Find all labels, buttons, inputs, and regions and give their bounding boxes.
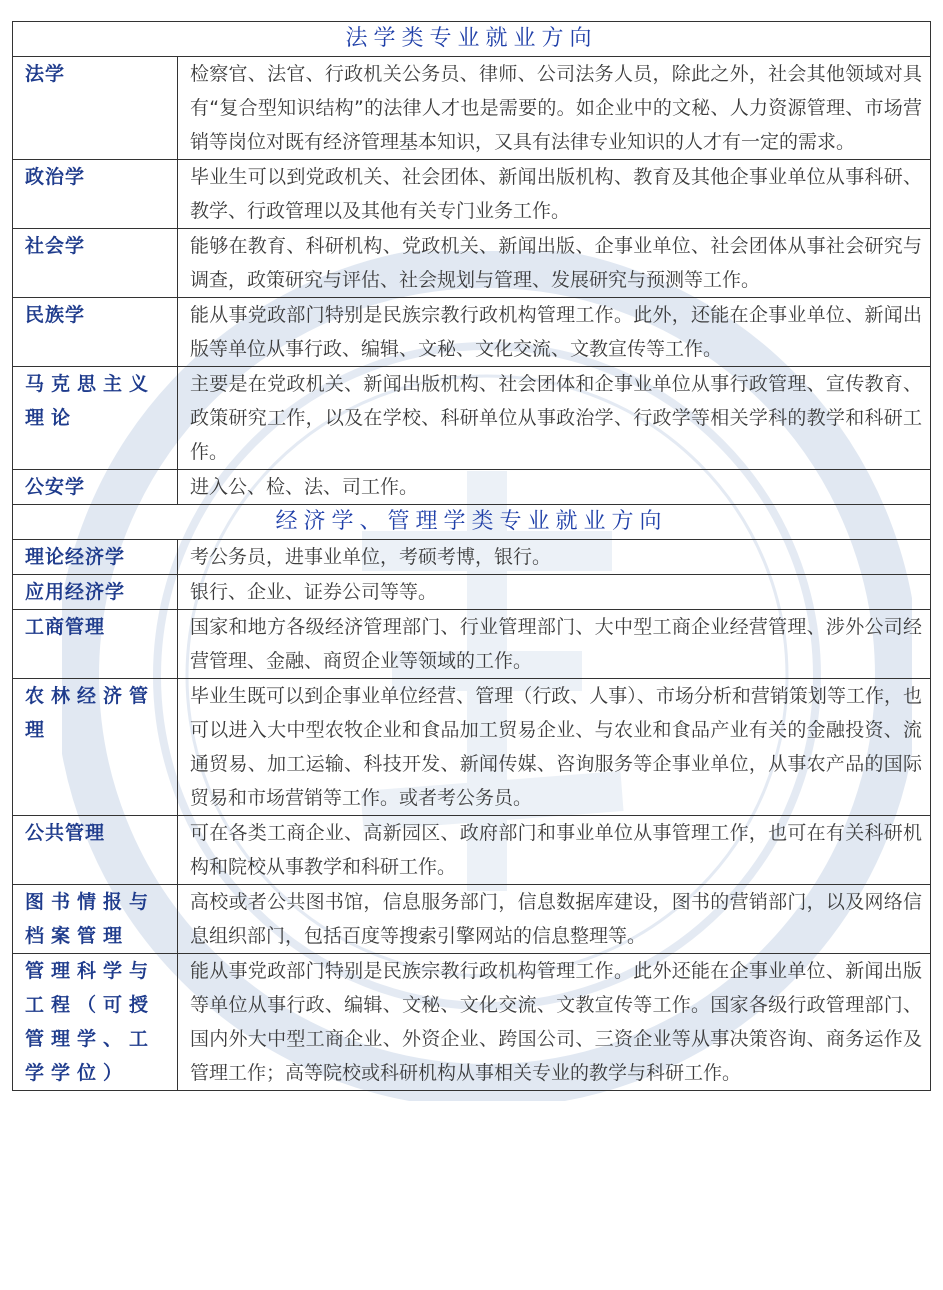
career-description: 检察官、法官、行政机关公务员、律师、公司法务人员，除此之外，社会其他领域对具有“复合型知识结构”的法律人才也是需要的。如企业中的文秘、人力资源管理、市场营销等岗位对既有经济管理基本知识，又具有法律专业知识的人才有一定的需求。 <box>178 57 931 160</box>
career-description: 毕业生既可以到企事业单位经营、管理（行政、人事）、市场分析和营销策划等工作，也可以进入大中型农牧企业和食品加工贸易企业、与农业和食品产业有关的金融投资、流通贸易、加工运输、科技开发、新闻传媒、咨询服务等企事业单位，从事农产品的国际贸易和市场营销等工作。或者考公务员。 <box>178 679 931 816</box>
major-name: 农林经济管理 <box>13 679 178 816</box>
page <box>12 21 930 1091</box>
section-header-row <box>13 22 931 57</box>
major-name: 图书情报与档案管理 <box>13 885 178 954</box>
table-row <box>13 57 931 160</box>
major-name: 法学 <box>13 57 178 160</box>
table-row <box>13 575 931 610</box>
table-row <box>13 540 931 575</box>
table-row <box>13 367 931 470</box>
table-row <box>13 885 931 954</box>
career-description: 国家和地方各级经济管理部门、行业管理部门、大中型工商企业经营管理、涉外公司经营管理、金融、商贸企业等领域的工作。 <box>178 610 931 679</box>
majors-table <box>12 21 931 1091</box>
section-header-row <box>13 505 931 540</box>
career-description: 能从事党政部门特别是民族宗教行政机构管理工作。此外，还能在企事业单位、新闻出版等单位从事行政、编辑、文秘、文化交流、文教宣传等工作。 <box>178 298 931 367</box>
major-name: 马克思主义理论 <box>13 367 178 470</box>
major-name: 社会学 <box>13 229 178 298</box>
table-row <box>13 229 931 298</box>
table-row <box>13 470 931 505</box>
career-description: 考公务员，进事业单位，考硕考博，银行。 <box>178 540 931 575</box>
table-row <box>13 816 931 885</box>
section-title: 法学类专业就业方向 <box>13 22 931 57</box>
career-description: 能从事党政部门特别是民族宗教行政机构管理工作。此外还能在企事业单位、新闻出版等单位从事行政、编辑、文秘、文化交流、文教宣传等工作。国家各级行政管理部门、国内外大中型工商企业、外资企业、跨国公司、三资企业等从事决策咨询、商务运作及管理工作；高等院校或科研机构从事相关专业的教学与科研工作。 <box>178 954 931 1091</box>
career-description: 高校或者公共图书馆，信息服务部门，信息数据库建设，图书的营销部门，以及网络信息组织部门，包括百度等搜索引擎网站的信息整理等。 <box>178 885 931 954</box>
table-row <box>13 610 931 679</box>
major-name: 公安学 <box>13 470 178 505</box>
career-description: 进入公、检、法、司工作。 <box>178 470 931 505</box>
major-name: 民族学 <box>13 298 178 367</box>
table-row <box>13 298 931 367</box>
section-title: 经济学、管理学类专业就业方向 <box>13 505 931 540</box>
major-name: 工商管理 <box>13 610 178 679</box>
career-description: 毕业生可以到党政机关、社会团体、新闻出版机构、教育及其他企事业单位从事科研、教学、行政管理以及其他有关专门业务工作。 <box>178 160 931 229</box>
table-row <box>13 160 931 229</box>
major-name: 管理科学与工程（可授管理学、工学学位） <box>13 954 178 1091</box>
major-name: 公共管理 <box>13 816 178 885</box>
career-description: 可在各类工商企业、高新园区、政府部门和事业单位从事管理工作，也可在有关科研机构和院校从事教学和科研工作。 <box>178 816 931 885</box>
table-row <box>13 679 931 816</box>
major-name: 政治学 <box>13 160 178 229</box>
major-name: 应用经济学 <box>13 575 178 610</box>
career-description: 主要是在党政机关、新闻出版机构、社会团体和企事业单位从事行政管理、宣传教育、政策研究工作，以及在学校、科研单位从事政治学、行政学等相关学科的教学和科研工作。 <box>178 367 931 470</box>
major-name: 理论经济学 <box>13 540 178 575</box>
table-row <box>13 954 931 1091</box>
career-description: 银行、企业、证券公司等等。 <box>178 575 931 610</box>
career-description: 能够在教育、科研机构、党政机关、新闻出版、企事业单位、社会团体从事社会研究与调查，政策研究与评估、社会规划与管理、发展研究与预测等工作。 <box>178 229 931 298</box>
